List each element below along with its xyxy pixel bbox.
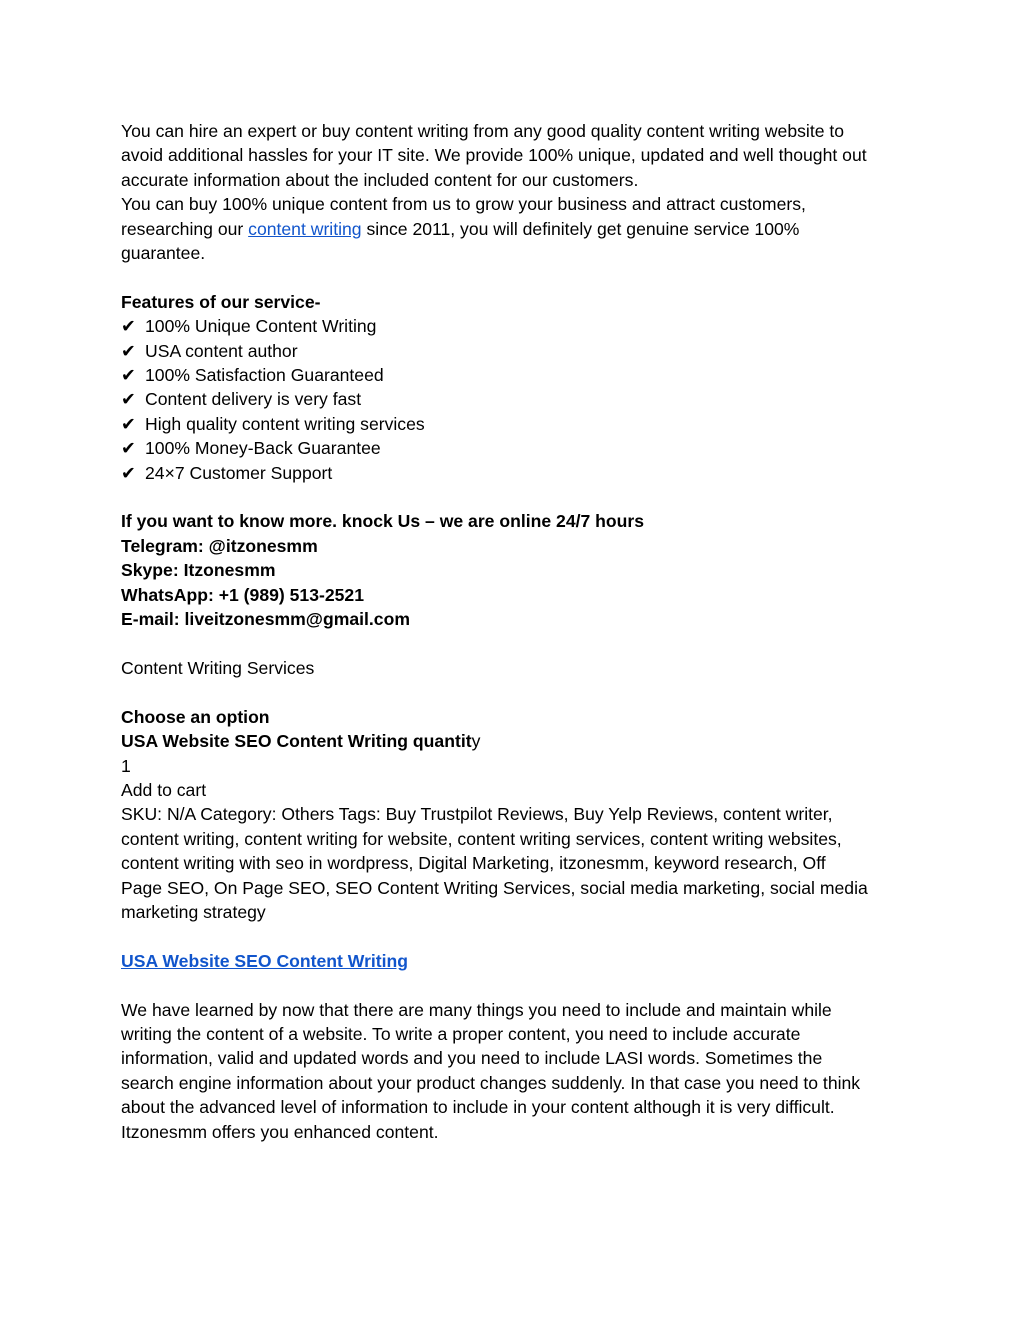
intro-line: You can buy 100% unique content from us to grow your business and attract customers,	[121, 194, 806, 215]
add-to-cart-text: Add to cart	[121, 779, 207, 800]
checkmark-icon: ✔	[121, 438, 136, 459]
checkmark-icon: ✔	[121, 316, 136, 337]
closing-line: We have learned by now that there are many things you need to include and maintain while	[121, 999, 832, 1020]
checkmark-icon: ✔	[121, 340, 136, 361]
product-meta-line: Page SEO, On Page SEO, SEO Content Writing Services, social media marketing, social media	[121, 877, 868, 898]
feature-label: Content delivery is very fast	[145, 389, 362, 410]
whatsapp-contact: WhatsApp: +1 (989) 513-2521	[121, 584, 364, 605]
feature-item	[121, 461, 911, 485]
feature-item	[121, 363, 911, 387]
product-meta-line: content writing with seo in wordpress, Digital Marketing, itzonesmm, keyword research, Off	[121, 853, 826, 874]
content-writing-link[interactable]: content writing	[248, 218, 362, 239]
intro-text: since 2011, you will definitely get genuine service 100%	[361, 218, 800, 239]
quantity-label-tail: y	[471, 731, 481, 752]
checkmark-icon: ✔	[121, 365, 136, 386]
closing-line: writing the content of a website. To write a proper content, you need to include accurate	[121, 1023, 801, 1044]
telegram-contact: Telegram: @itzonesmm	[121, 535, 318, 556]
intro-line: You can hire an expert or buy content writing from any good quality content writing website to	[121, 121, 845, 141]
feature-item	[121, 412, 911, 436]
closing-line: search engine information about your product changes suddenly. In that case you need to think	[121, 1072, 861, 1093]
product-meta-line: SKU: N/A Category: Others Tags: Buy Trustpilot Reviews, Buy Yelp Reviews, content writer,	[121, 804, 833, 825]
intro-line	[121, 217, 911, 241]
spacer	[121, 265, 911, 289]
quantity-label	[121, 729, 911, 753]
choose-option-label: Choose an option	[121, 706, 270, 727]
features-heading: Features of our service-	[121, 291, 321, 312]
spacer	[121, 924, 911, 948]
feature-label: 100% Money-Back Guarantee	[145, 438, 381, 459]
closing-line: information, valid and updated words and you need to include LASI words. Sometimes the	[121, 1048, 823, 1069]
features-section	[121, 290, 911, 485]
product-meta-line: content writing, content writing for website, content writing services, content writing websites,	[121, 828, 842, 849]
feature-label: 100% Unique Content Writing	[145, 316, 377, 337]
checkmark-icon: ✔	[121, 389, 136, 410]
feature-label: 24×7 Customer Support	[145, 462, 333, 483]
quantity-label-bold: USA Website SEO Content Writing quantit	[121, 731, 472, 752]
closing-paragraph	[121, 998, 911, 1144]
feature-label: High quality content writing services	[145, 413, 425, 434]
spacer	[121, 680, 911, 704]
usa-website-seo-link[interactable]: USA Website SEO Content Writing	[121, 950, 409, 971]
product-meta-line: marketing strategy	[121, 901, 266, 922]
checkmark-icon: ✔	[121, 462, 136, 483]
spacer	[121, 973, 911, 997]
feature-label: 100% Satisfaction Guaranteed	[145, 365, 384, 386]
intro-line: guarantee.	[121, 243, 206, 264]
contact-heading: If you want to know more. knock Us – we are online 24/7 hours	[121, 511, 645, 532]
contact-section	[121, 509, 911, 631]
services-title: Content Writing Services	[121, 657, 315, 678]
closing-line: Itzonesmm offers you enhanced content.	[121, 1121, 439, 1142]
intro-line: accurate information about the included content for our customers.	[121, 169, 639, 190]
closing-line: about the advanced level of information to include in your content although it is very difficult.	[121, 1097, 835, 1118]
feature-item	[121, 387, 911, 411]
feature-item	[121, 339, 911, 363]
email-contact: E-mail: liveitzonesmm@gmail.com	[121, 609, 410, 630]
spacer	[121, 485, 911, 509]
feature-label: USA content author	[145, 340, 298, 361]
product-section	[121, 705, 911, 925]
skype-contact: Skype: Itzonesmm	[121, 560, 276, 581]
checkmark-icon: ✔	[121, 413, 136, 434]
feature-item	[121, 436, 911, 460]
intro-text: researching our	[121, 218, 249, 239]
intro-line: avoid additional hassles for your IT site. We provide 100% unique, updated and well thought out	[121, 145, 867, 166]
intro-paragraph	[121, 119, 911, 265]
spacer	[121, 632, 911, 656]
feature-item	[121, 314, 911, 338]
quantity-value: 1	[121, 755, 131, 776]
document-page	[121, 119, 911, 1144]
